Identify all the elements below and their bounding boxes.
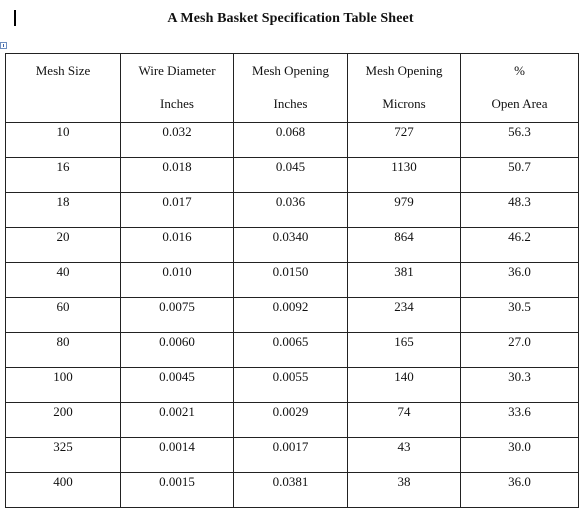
table-row [6, 403, 579, 438]
mesh-spec-table [5, 53, 579, 508]
cell-mesh-size: 100 [6, 368, 121, 403]
cell-opening-inches: 0.0150 [234, 263, 348, 298]
cell-mesh-size: 80 [6, 333, 121, 368]
document-title: A Mesh Basket Specification Table Sheet [167, 11, 414, 26]
cell-opening-inches: 0.068 [234, 123, 348, 158]
table-row [6, 228, 579, 263]
cell-opening-inches: 0.0065 [234, 333, 348, 368]
cell-mesh-size: 325 [6, 438, 121, 473]
cell-open-area: 33.6 [461, 403, 579, 438]
cell-opening-inches: 0.0340 [234, 228, 348, 263]
cell-wire-diameter: 0.0060 [121, 333, 234, 368]
table-row [6, 193, 579, 228]
cell-open-area: 48.3 [461, 193, 579, 228]
cell-mesh-size: 18 [6, 193, 121, 228]
cell-opening-microns: 727 [348, 123, 461, 158]
cell-opening-microns: 165 [348, 333, 461, 368]
cell-wire-diameter: 0.0015 [121, 473, 234, 508]
cell-opening-microns: 979 [348, 193, 461, 228]
header-open-area: % Open Area [461, 54, 579, 123]
header-mesh-opening-microns: Mesh Opening Microns [348, 54, 461, 123]
cell-wire-diameter: 0.0014 [121, 438, 234, 473]
table-row [6, 263, 579, 298]
table-row [6, 368, 579, 403]
cell-open-area: 36.0 [461, 263, 579, 298]
table-move-handle-icon[interactable] [0, 42, 7, 49]
cell-opening-inches: 0.0092 [234, 298, 348, 333]
header-mesh-size: Mesh Size [6, 54, 121, 123]
cell-wire-diameter: 0.016 [121, 228, 234, 263]
table-row [6, 298, 579, 333]
cell-wire-diameter: 0.0045 [121, 368, 234, 403]
cell-mesh-size: 200 [6, 403, 121, 438]
cell-mesh-size: 40 [6, 263, 121, 298]
cell-open-area: 30.0 [461, 438, 579, 473]
cell-wire-diameter: 0.0021 [121, 403, 234, 438]
cell-wire-diameter: 0.018 [121, 158, 234, 193]
cell-open-area: 30.5 [461, 298, 579, 333]
cell-open-area: 36.0 [461, 473, 579, 508]
cell-open-area: 46.2 [461, 228, 579, 263]
header-mesh-opening-inches: Mesh Opening Inches [234, 54, 348, 123]
cell-mesh-size: 16 [6, 158, 121, 193]
cell-wire-diameter: 0.032 [121, 123, 234, 158]
table-row [6, 438, 579, 473]
cell-mesh-size: 10 [6, 123, 121, 158]
cell-opening-microns: 38 [348, 473, 461, 508]
table-row [6, 473, 579, 508]
cell-mesh-size: 400 [6, 473, 121, 508]
cell-open-area: 50.7 [461, 158, 579, 193]
cell-wire-diameter: 0.0075 [121, 298, 234, 333]
table-header-row [6, 54, 579, 123]
cell-opening-inches: 0.036 [234, 193, 348, 228]
cell-opening-microns: 234 [348, 298, 461, 333]
cell-open-area: 56.3 [461, 123, 579, 158]
table-row [6, 123, 579, 158]
cell-opening-microns: 1130 [348, 158, 461, 193]
table-row [6, 333, 579, 368]
cell-opening-microns: 74 [348, 403, 461, 438]
cell-open-area: 30.3 [461, 368, 579, 403]
cell-mesh-size: 60 [6, 298, 121, 333]
table-row [6, 158, 579, 193]
cell-opening-inches: 0.0017 [234, 438, 348, 473]
cell-wire-diameter: 0.010 [121, 263, 234, 298]
header-wire-diameter: Wire Diameter Inches [121, 54, 234, 123]
cell-opening-microns: 140 [348, 368, 461, 403]
cell-open-area: 27.0 [461, 333, 579, 368]
cell-mesh-size: 20 [6, 228, 121, 263]
cell-opening-inches: 0.0029 [234, 403, 348, 438]
cell-opening-microns: 43 [348, 438, 461, 473]
cell-wire-diameter: 0.017 [121, 193, 234, 228]
cell-opening-inches: 0.0055 [234, 368, 348, 403]
cell-opening-microns: 864 [348, 228, 461, 263]
cell-opening-inches: 0.0381 [234, 473, 348, 508]
cell-opening-inches: 0.045 [234, 158, 348, 193]
cell-opening-microns: 381 [348, 263, 461, 298]
